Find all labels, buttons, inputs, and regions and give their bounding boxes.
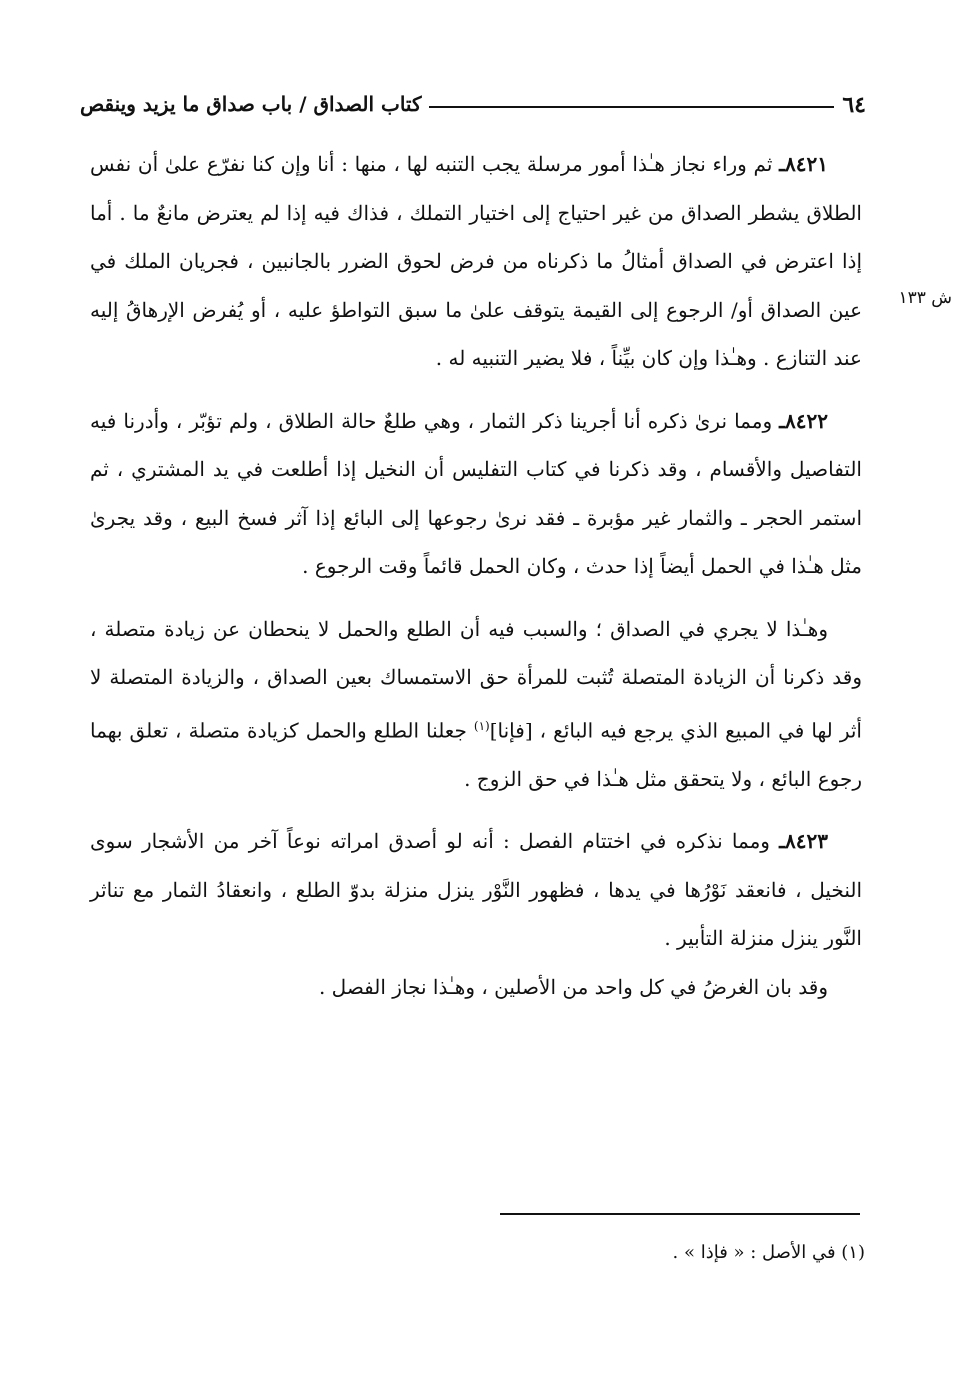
paragraph-closing: [90, 963, 862, 1012]
paragraph-continuation: [90, 605, 862, 804]
paragraph-number: ٨٤٢٣ـ: [779, 829, 828, 854]
paragraph-text: ثم وراء نجاز هـٰذا أمور مرسلة يجب التنبه لها ، منها : أنا وإن كنا نفرّع علىٰ أن نفس الطلاق يشطر الصداق من غير احتياج إلى اختيار التملك ، فذاك فيه إذا لم يعترض مانعٌ ما . أما إذا اعترض في الصداق أمثالُ ما ذكرناه من فرض لحوق الضرر بالجانبين ، فجريان الملك في عين الصداق أو/ الرجوع إلى القيمة يتوقف علىٰ ما سبق التواطؤ عليه ، أو يُفرض الإرهاقُ إليه عند التنازع . وهـٰذا وإن كان بيِّناً ، فلا يضير التنبيه له .: [90, 152, 862, 370]
running-title: كتاب الصداق / باب صداق ما يزيد وينقص: [80, 92, 429, 116]
paragraph-number: ٨٤٢٢ـ: [779, 408, 828, 433]
paragraph-text: جعلنا الطلع والحمل كزيادة متصلة ، تعلق بهما رجوع البائع ، ولا يتحقق مثل هـٰذا في حق الزوج .: [90, 718, 862, 791]
paragraph-8423: [90, 817, 862, 963]
page-header: [80, 70, 866, 120]
margin-note: ش ١٣٣: [898, 288, 952, 308]
paragraph-text: وهـٰذا لا يجري في الصداق ؛ والسبب فيه أن الطلع والحمل لا ينحطان عن زيادة متصلة ، وقد ذكرنا أن الزيادة المتصلة تُثبت للمرأة حق الاستمساك بعين الصداق ، والزيادة المتصلة لا أثر لها في المبيع الذي يرجع فيه البائع ، [فإنا]: [90, 616, 862, 743]
paragraph-8421: [90, 140, 862, 383]
paragraph-text: ومما نذكره في اختتام الفصل : أنه لو أصدق امراته نوعاً آخر من الأشجار سوى النخيل ، فانعقد نَوْرُها في يدها ، فظهور النَّوْر ينزل منزلة بدوّ الطلع ، وانعقادُ الثمار مع تناثر النَّور ينزل منزلة التأبير .: [90, 829, 862, 951]
footnote-reference[interactable]: (١): [473, 718, 490, 733]
paragraph-text: ومما نرىٰ ذكره أنا أجرينا ذكر الثمار ، وهي طلعٌ حالة الطلاق ، ولم تؤبّر ، وأدرنا فيه التفاصيل والأقسام ، وقد ذكرنا في كتاب التفليس أن النخيل إذا أطلعت في يد المشتري ، ثم استمر الحجر ـ والثمار غير مؤبرة ـ فقد نرىٰ رجوعها إلى البائع إذا آثر فسخ البيع ، وقد يجرىٰ مثل هـٰذا في الحمل أيضاً إذا حدث ، وكان الحمل قائماً وقت الرجوع .: [90, 408, 863, 578]
paragraph-text: وقد بان الغرضُ في كل واحد من الأصلين ، وهـٰذا نجاز الفصل .: [318, 974, 828, 999]
footnote: (١) في الأصل : « فإذا » .: [672, 1242, 865, 1263]
footnote-rule: [500, 1213, 860, 1215]
page-number: ٦٤: [834, 92, 866, 118]
body-text: [90, 140, 862, 1011]
paragraph-number: ٨٤٢١ـ: [779, 152, 828, 176]
paragraph-8422: [90, 397, 862, 591]
